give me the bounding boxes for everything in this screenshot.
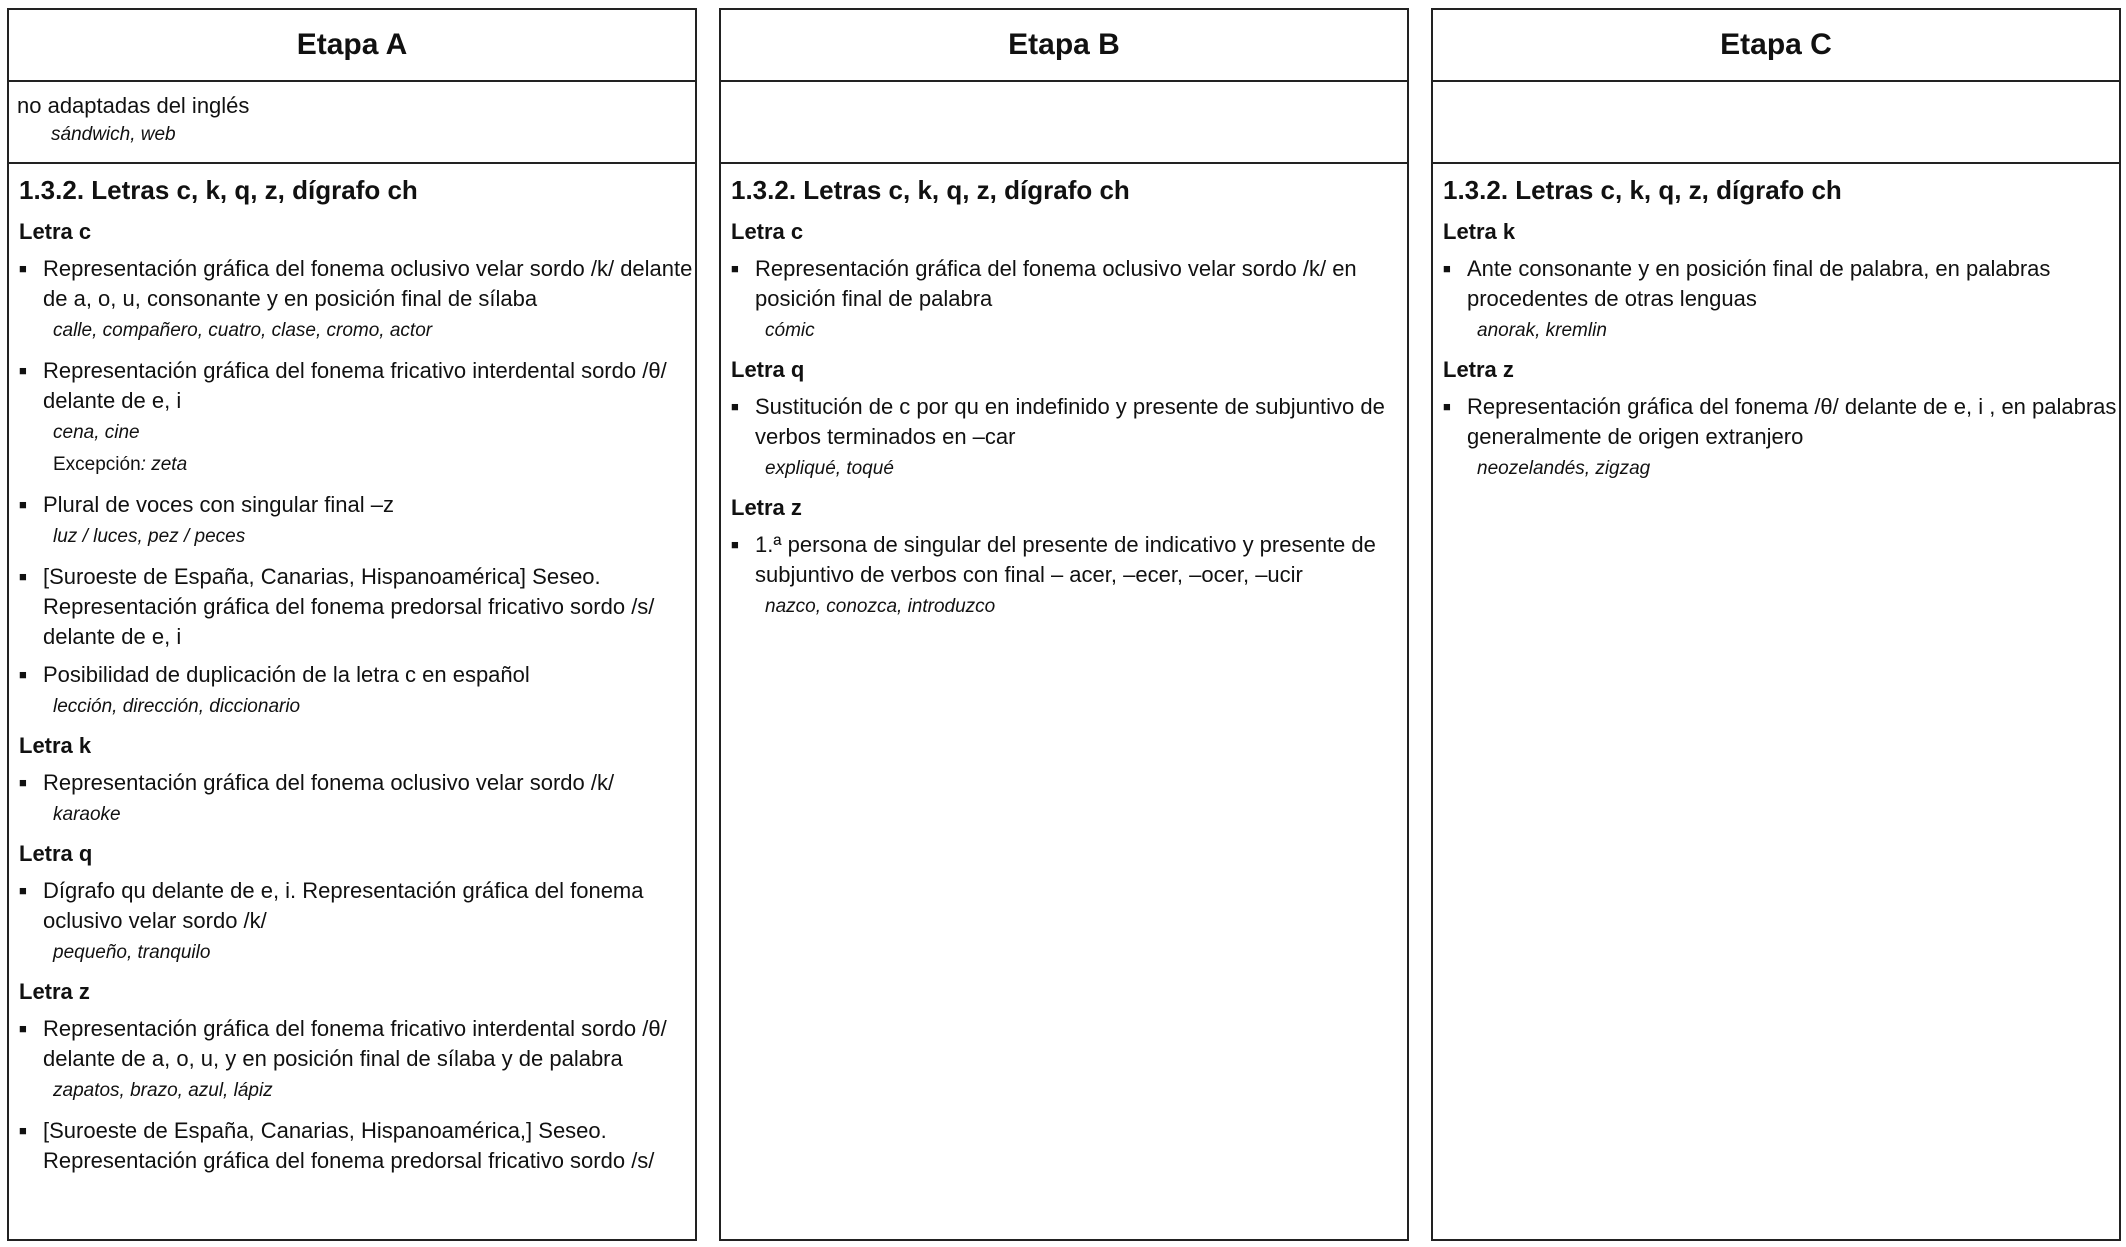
example-text: cómic	[765, 320, 815, 341]
letter-heading: Letra z	[1443, 357, 1514, 382]
bullet-icon: ■	[19, 775, 27, 790]
list-item: ■ Representación gráfica del fonema fricativo interdental sordo /θ/ delante de a, o, u, y en posición final de sílaba y de palabra	[19, 1016, 667, 1071]
letter-heading: Letra q	[731, 357, 805, 382]
list-item: ■ Representación gráfica del fonema oclusivo velar sordo /k/ en posición final de palabra	[731, 256, 1357, 311]
letter-heading: Letra q	[19, 841, 93, 866]
section-body	[9, 164, 695, 1194]
bullet-icon: ■	[19, 883, 27, 898]
example-text: anorak, kremlin	[1477, 320, 1607, 341]
list-item: ■ Representación gráfica del fonema oclusivo velar sordo /k/	[19, 768, 695, 798]
bullet-icon: ■	[19, 363, 27, 378]
column-etapa-b	[719, 8, 1409, 1241]
section-title: 1.3.2. Letras c, k, q, z, dígrafo ch	[731, 175, 1130, 205]
letter-heading: Letra c	[19, 219, 92, 244]
example-text: luz / luces, pez / peces	[53, 526, 246, 547]
list-item: ■ Sustitución de c por qu en indefinido y presente de subjuntivo de verbos terminados en –car	[731, 394, 1385, 449]
section-body	[1433, 164, 2119, 484]
column-header: Etapa A	[9, 10, 695, 82]
bullet-icon: ■	[19, 497, 27, 512]
letter-heading: Letra z	[731, 495, 802, 520]
list-item: ■ Posibilidad de duplicación de la letra c en español	[19, 660, 695, 690]
section-title: 1.3.2. Letras c, k, q, z, dígrafo ch	[19, 175, 418, 205]
bullet-icon: ■	[731, 537, 739, 552]
continued-examples: sándwich, web	[51, 124, 176, 145]
example-text: karaoke	[53, 804, 121, 825]
example-text: cena, cine	[53, 422, 140, 443]
example-text: pequeño, tranquilo	[53, 942, 211, 963]
column-header: Etapa B	[721, 10, 1407, 82]
column-etapa-a	[7, 8, 697, 1241]
example-text: calle, compañero, cuatro, clase, cromo, actor	[53, 320, 433, 341]
section-title: 1.3.2. Letras c, k, q, z, dígrafo ch	[1443, 175, 1842, 205]
exception-note: Excepción: zeta	[53, 454, 188, 475]
list-item: ■ 1.ª persona de singular del presente de indicativo y presente de subjuntivo de verbos con final – acer, –ecer, –ocer, –ucir	[731, 532, 1376, 587]
continued-cell	[9, 82, 695, 164]
bullet-icon: ■	[19, 1123, 27, 1138]
bullet-icon: ■	[1443, 261, 1451, 276]
letter-heading: Letra z	[19, 979, 90, 1004]
example-text: zapatos, brazo, azul, lápiz	[53, 1080, 273, 1101]
example-text: expliqué, toqué	[765, 458, 894, 479]
bullet-icon: ■	[1443, 399, 1451, 414]
example-text: lección, dirección, diccionario	[53, 696, 301, 717]
continued-cell-empty	[721, 82, 1407, 164]
list-item: ■ Representación gráfica del fonema fricativo interdental sordo /θ/ delante de e, i	[19, 358, 667, 413]
list-item: ■ Representación gráfica del fonema oclusivo velar sordo /k/ delante de a, o, u, consonante y en posición final de sílaba	[19, 256, 693, 311]
list-item: ■ [Suroeste de España, Canarias, Hispanoamérica,] Seseo. Representación gráfica del fonema predorsal fricativo sordo /s/	[19, 1118, 655, 1173]
list-item: ■ Representación gráfica del fonema /θ/ delante de e, i , en palabras generalmente de origen extranjero	[1443, 394, 2117, 449]
bullet-icon: ■	[19, 1021, 27, 1036]
section-body	[721, 164, 1407, 622]
letter-heading: Letra c	[731, 219, 804, 244]
bullet-icon: ■	[731, 399, 739, 414]
bullet-icon: ■	[731, 261, 739, 276]
column-etapa-c	[1431, 8, 2121, 1241]
list-item: ■ Dígrafo qu delante de e, i. Representación gráfica del fonema oclusivo velar sordo /k/	[19, 878, 644, 933]
continued-cell-empty	[1433, 82, 2119, 164]
bullet-icon: ■	[19, 569, 27, 584]
list-item: ■ Ante consonante y en posición final de palabra, en palabras procedentes de otras lenguas	[1443, 256, 2051, 311]
bullet-icon: ■	[19, 261, 27, 276]
letter-heading: Letra k	[19, 733, 92, 758]
list-item: ■ [Suroeste de España, Canarias, Hispanoamérica] Seseo. Representación gráfica del fonema predorsal fricativo sordo /s/ delante de e, i	[19, 564, 655, 649]
letter-heading: Letra k	[1443, 219, 1516, 244]
column-header: Etapa C	[1433, 10, 2119, 82]
example-text: neozelandés, zigzag	[1477, 458, 1651, 479]
continued-text: no adaptadas del inglés	[17, 93, 250, 118]
list-item: ■ Plural de voces con singular final –z	[19, 490, 695, 520]
bullet-icon: ■	[19, 667, 27, 682]
example-text: nazco, conozca, introduzco	[765, 596, 996, 617]
